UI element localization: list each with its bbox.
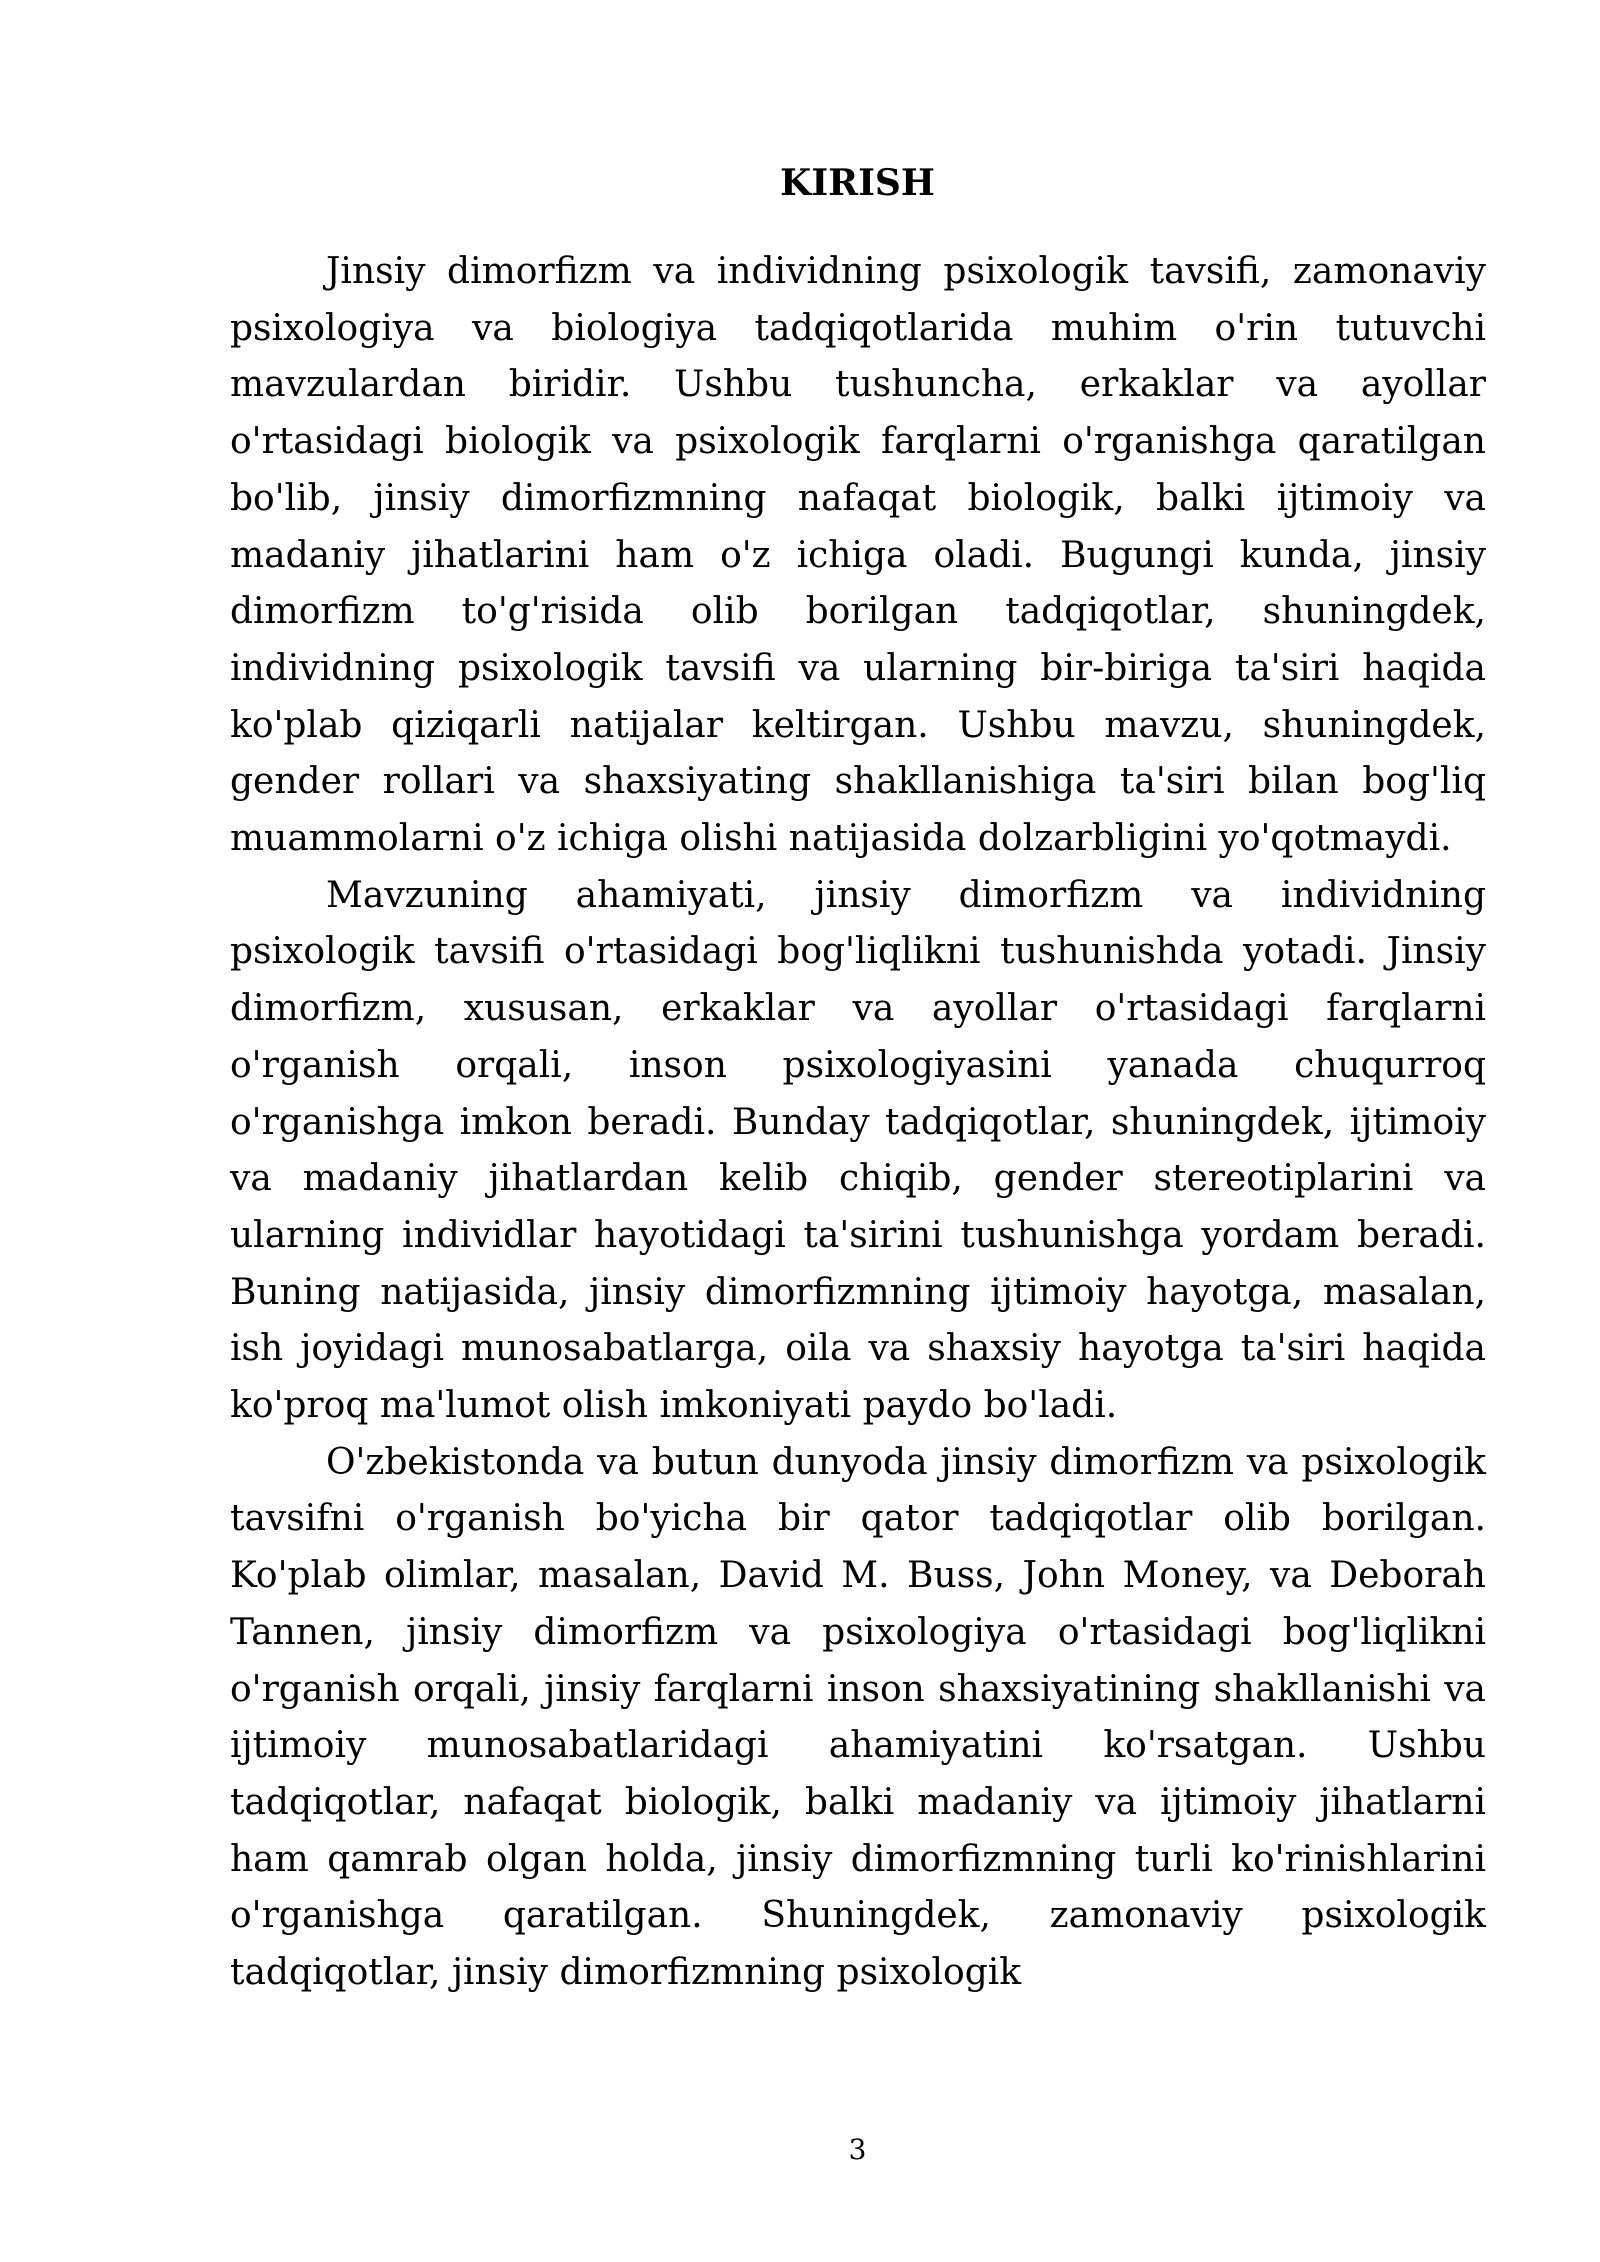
section-heading: KIRISH bbox=[780, 162, 935, 204]
page-number: 3 bbox=[848, 2133, 867, 2166]
paragraph-1: Jinsiy dimorfizm va individning psixologik tavsifi, zamonaviy psixologiya va biologiya tadqiqotlarida muhim o'rin tutuvchi mavzulardan biridir. Ushbu tushuncha, erkaklar va ayollar o'rtasidagi biologik va psixologik farqlarni o'rganishga qaratilgan bo'lib, jinsiy dimorfizmning nafaqat biologik, balki ijtimoiy va madaniy jihatlarini ham o'z ichiga oladi. Bugungi kunda, jinsiy dimorfizm to'g'risida olib borilgan tadqiqotlar, shuningdek, individning psixologik tavsifi va ularning bir-biriga ta'siri haqida ko'plab qiziqarli natijalar keltirgan. Ushbu mavzu, shuningdek, gender rollari va shaxsiyating shakllanishiga ta'siri bilan bog'liq muammolarni o'z ichiga olishi natijasida dolzarbligini yo'qotmaydi. bbox=[230, 251, 1486, 860]
paragraph-3: O'zbekistonda va butun dunyoda jinsiy dimorfizm va psixologik tavsifni o'rganish bo'yicha bir qator tadqiqotlar olib borilgan. Ko'plab olimlar, masalan, David M. Buss, John Money, va Deborah Tannen, jinsiy dimorfizm va psixologiya o'rtasidagi bog'liqlikni o'rganish orqali, jinsiy farqlarni inson shaxsiyatining shakllanishi va ijtimoiy munosabatlaridagi ahamiyatini ko'rsatgan. Ushbu tadqiqotlar, nafaqat biologik, balki madaniy va ijtimoiy jihatlarni ham qamrab olgan holda, jinsiy dimorfizmning turli ko'rinishlarini o'rganishga qaratilgan. Shuningdek, zamonaviy psixologik tadqiqotlar, jinsiy dimorfizmning psixologik bbox=[230, 1441, 1486, 1994]
body-text bbox=[230, 244, 1486, 2002]
paragraph-2: Mavzuning ahamiyati, jinsiy dimorfizm va individning psixologik tavsifi o'rtasidagi bog'liqlikni tushunishda yotadi. Jinsiy dimorfizm, xususan, erkaklar va ayollar o'rtasidagi farqlarni o'rganish orqali, inson psixologiyasini yanada chuqurroq o'rganishga imkon beradi. Bunday tadqiqotlar, shuningdek, ijtimoiy va madaniy jihatlardan kelib chiqib, gender stereotiplarini va ularning individlar hayotidagi ta'sirini tushunishga yordam beradi. Buning natijasida, jinsiy dimorfizmning ijtimoiy hayotga, masalan, ish joyidagi munosabatlarga, oila va shaxsiy hayotga ta'siri haqida ko'proq ma'lumot olish imkoniyati paydo bo'ladi. bbox=[230, 874, 1486, 1427]
